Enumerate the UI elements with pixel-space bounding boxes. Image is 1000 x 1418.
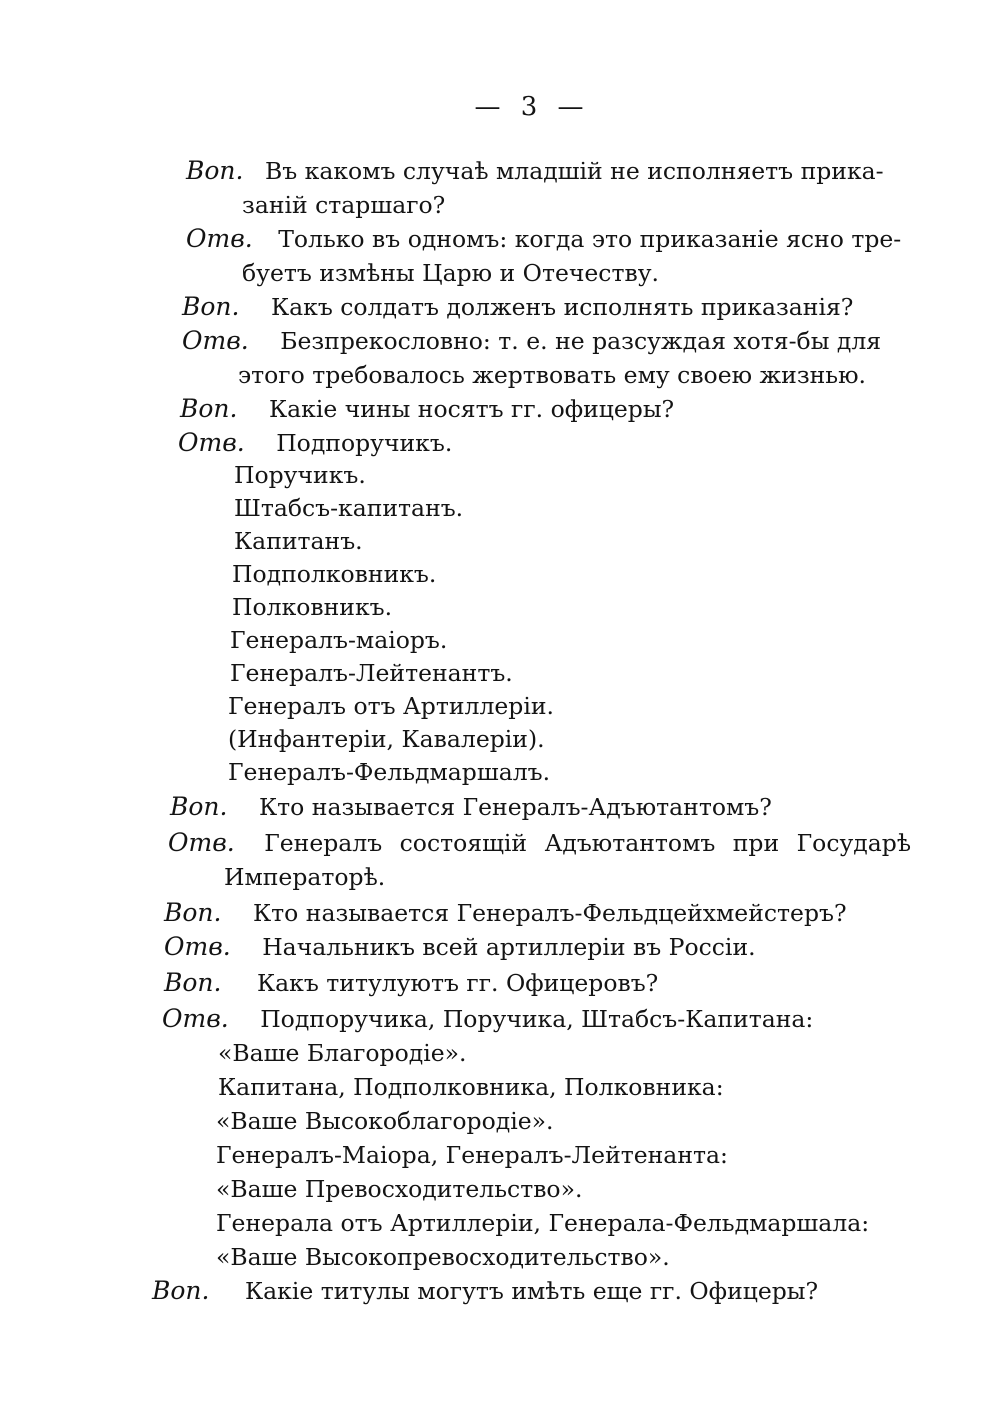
answer-label: Отв. (168, 828, 235, 857)
answer-2-cont: этого требовалось жертвовать ему своею жизнью. (238, 361, 867, 389)
question-text: Какъ титулуютъ гг. Офицеровъ? (256, 969, 659, 997)
rank-item: Полковникъ. (232, 593, 393, 621)
answer-label: Отв. (186, 224, 253, 253)
answer-1 (186, 223, 901, 255)
question-6 (164, 967, 658, 999)
question-label: Воп. (180, 394, 238, 423)
title-ranks: Генералъ-Маіора, Генералъ-Лейтенанта: (216, 1141, 728, 1169)
answer-label: Отв. (164, 932, 231, 961)
answer-6 (162, 1003, 813, 1035)
question-text: Кто называется Генералъ-Фельдцейхмейстеръ? (252, 899, 847, 927)
title-form: «Ваше Превосходительство». (216, 1175, 583, 1203)
question-text: Въ какомъ случаѣ младшій не исполняетъ прика- (264, 157, 884, 185)
question-7 (152, 1275, 818, 1307)
answer-text: Только въ одномъ: когда это приказаніе ясно тре- (278, 225, 902, 253)
question-label: Воп. (186, 156, 244, 185)
question-3 (180, 393, 674, 425)
answer-4-cont: Императорѣ. (224, 863, 386, 891)
rank-item: Капитанъ. (234, 527, 363, 555)
title-form: «Ваше Высокопревосходительство». (216, 1243, 670, 1271)
question-text: Какъ солдатъ долженъ исполнять приказанія? (270, 293, 854, 321)
rank-item: Генералъ отъ Артиллеріи. (228, 692, 554, 720)
rank-item: Генералъ-Лейтенантъ. (230, 659, 513, 687)
title-form: «Ваше Высокоблагородіе». (216, 1107, 554, 1135)
question-5 (164, 897, 847, 929)
rank-item: Генералъ-маіоръ. (230, 626, 448, 654)
answer-label: Отв. (182, 326, 249, 355)
answer-label: Отв. (178, 428, 245, 457)
answer-5 (164, 931, 756, 963)
question-2 (182, 291, 853, 323)
rank-item: Подполковникъ. (232, 560, 437, 588)
answer-text: Генералъ состоящій Адъютантомъ при Государѣ (264, 829, 911, 857)
question-4 (170, 791, 772, 823)
question-label: Воп. (182, 292, 240, 321)
question-label: Воп. (164, 898, 222, 927)
question-label: Воп. (164, 968, 222, 997)
rank-item: Штабсъ-капитанъ. (234, 494, 464, 522)
rank-item: Поручикъ. (234, 461, 366, 489)
answer-text: Безпрекословно: т. е. не разсуждая хотя-бы для (280, 327, 882, 355)
answer-text: Начальникъ всей артиллеріи въ Россіи. (262, 933, 756, 961)
question-text: Кто называется Генералъ-Адъютантомъ? (258, 793, 772, 821)
answer-3 (178, 427, 452, 459)
answer-label: Отв. (162, 1004, 229, 1033)
page-number: — 3 — (474, 92, 590, 122)
question-text: Какіе титулы могутъ имѣть еще гг. Офицеры? (244, 1277, 819, 1305)
question-1-cont: заній старшаго? (242, 191, 446, 219)
title-ranks: Генерала отъ Артиллеріи, Генерала-Фельдмаршала: (216, 1209, 870, 1237)
answer-text: Подпоручика, Поручика, Штабсъ-Капитана: (260, 1005, 814, 1033)
answer-2 (182, 325, 881, 357)
rank-item: (Инфантеріи, Кавалеріи). (228, 725, 545, 753)
answer-text: Подпоручикъ. (276, 429, 453, 457)
question-label: Воп. (170, 792, 228, 821)
answer-4 (168, 827, 911, 859)
title-ranks: Капитана, Подполковника, Полковника: (218, 1073, 724, 1101)
question-1 (186, 155, 884, 187)
title-form: «Ваше Благородіе». (218, 1039, 467, 1067)
question-text: Какіе чины носятъ гг. офицеры? (268, 395, 675, 423)
question-label: Воп. (152, 1276, 210, 1305)
answer-1-cont: буетъ измѣны Царю и Отечеству. (242, 259, 659, 287)
rank-item: Генералъ-Фельдмаршалъ. (228, 758, 551, 786)
